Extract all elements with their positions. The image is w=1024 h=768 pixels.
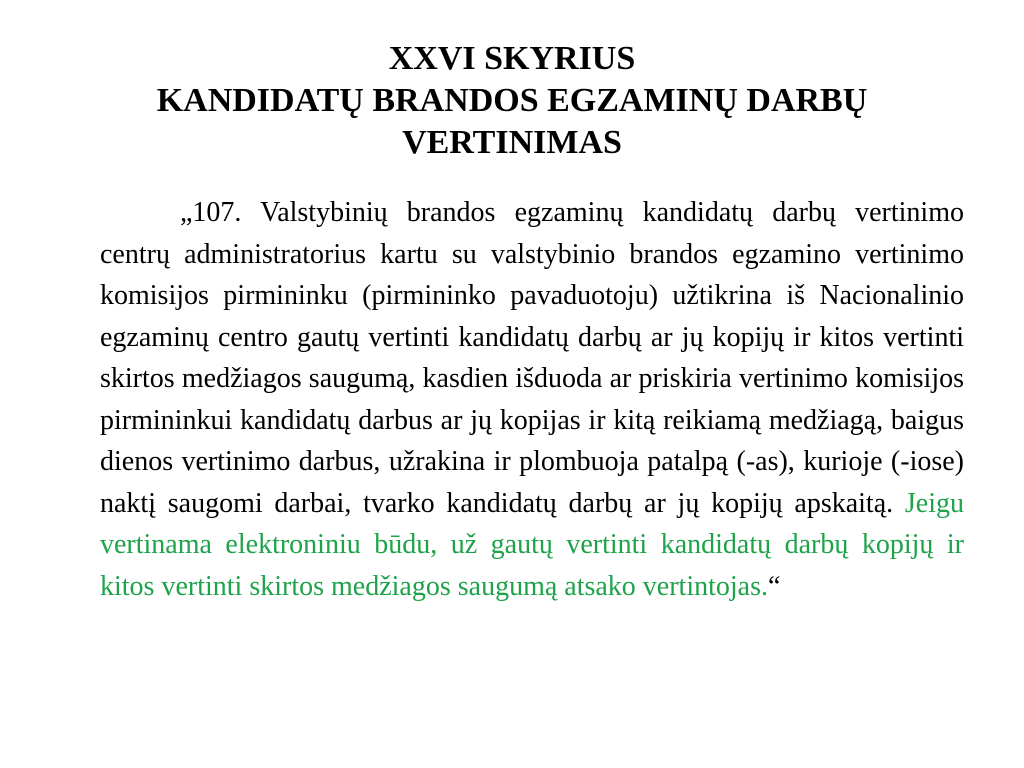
chapter-number: XXVI SKYRIUS: [388, 40, 636, 77]
article-amended-text: Jeigu vertinama elektroniniu būdu, už gautų vertinti kandidatų darbų kopijų ir kitos vertinti skirtos medžiagos saugumą atsako vertintojas.: [100, 487, 964, 602]
article-paragraph: [100, 192, 964, 607]
article-main-text: „107. Valstybinių brandos egzaminų kandidatų darbų vertinimo centrų administratorius kartu su valstybinio brandos egzamino vertinimo komisijos pirmininku (pirmininko pavaduotoju) užtikrina iš Nacionalinio egzaminų centro gautų vertinti kandidatų darbų ar jų kopijų ir kitos vertinti skirtos medžiagos saugumą, kasdien išduoda ar priskiria vertinimo komisijos pirmininkui kandidatų darbus ar jų kopijas ir kitą reikiamą medžiagą, baigus dienos vertinimo darbus, užrakina ir plombuoja patalpą (-as), kurioje (-iose) naktį saugomi darbai, tvarko kandidatų darbų ar jų kopijų apskaitą.: [100, 197, 964, 519]
closing-quote: “: [768, 570, 781, 602]
chapter-title-line-2: VERTINIMAS: [402, 124, 622, 161]
chapter-heading: [60, 38, 964, 164]
chapter-title-line-1: KANDIDATŲ BRANDOS EGZAMINŲ DARBŲ: [156, 82, 868, 119]
